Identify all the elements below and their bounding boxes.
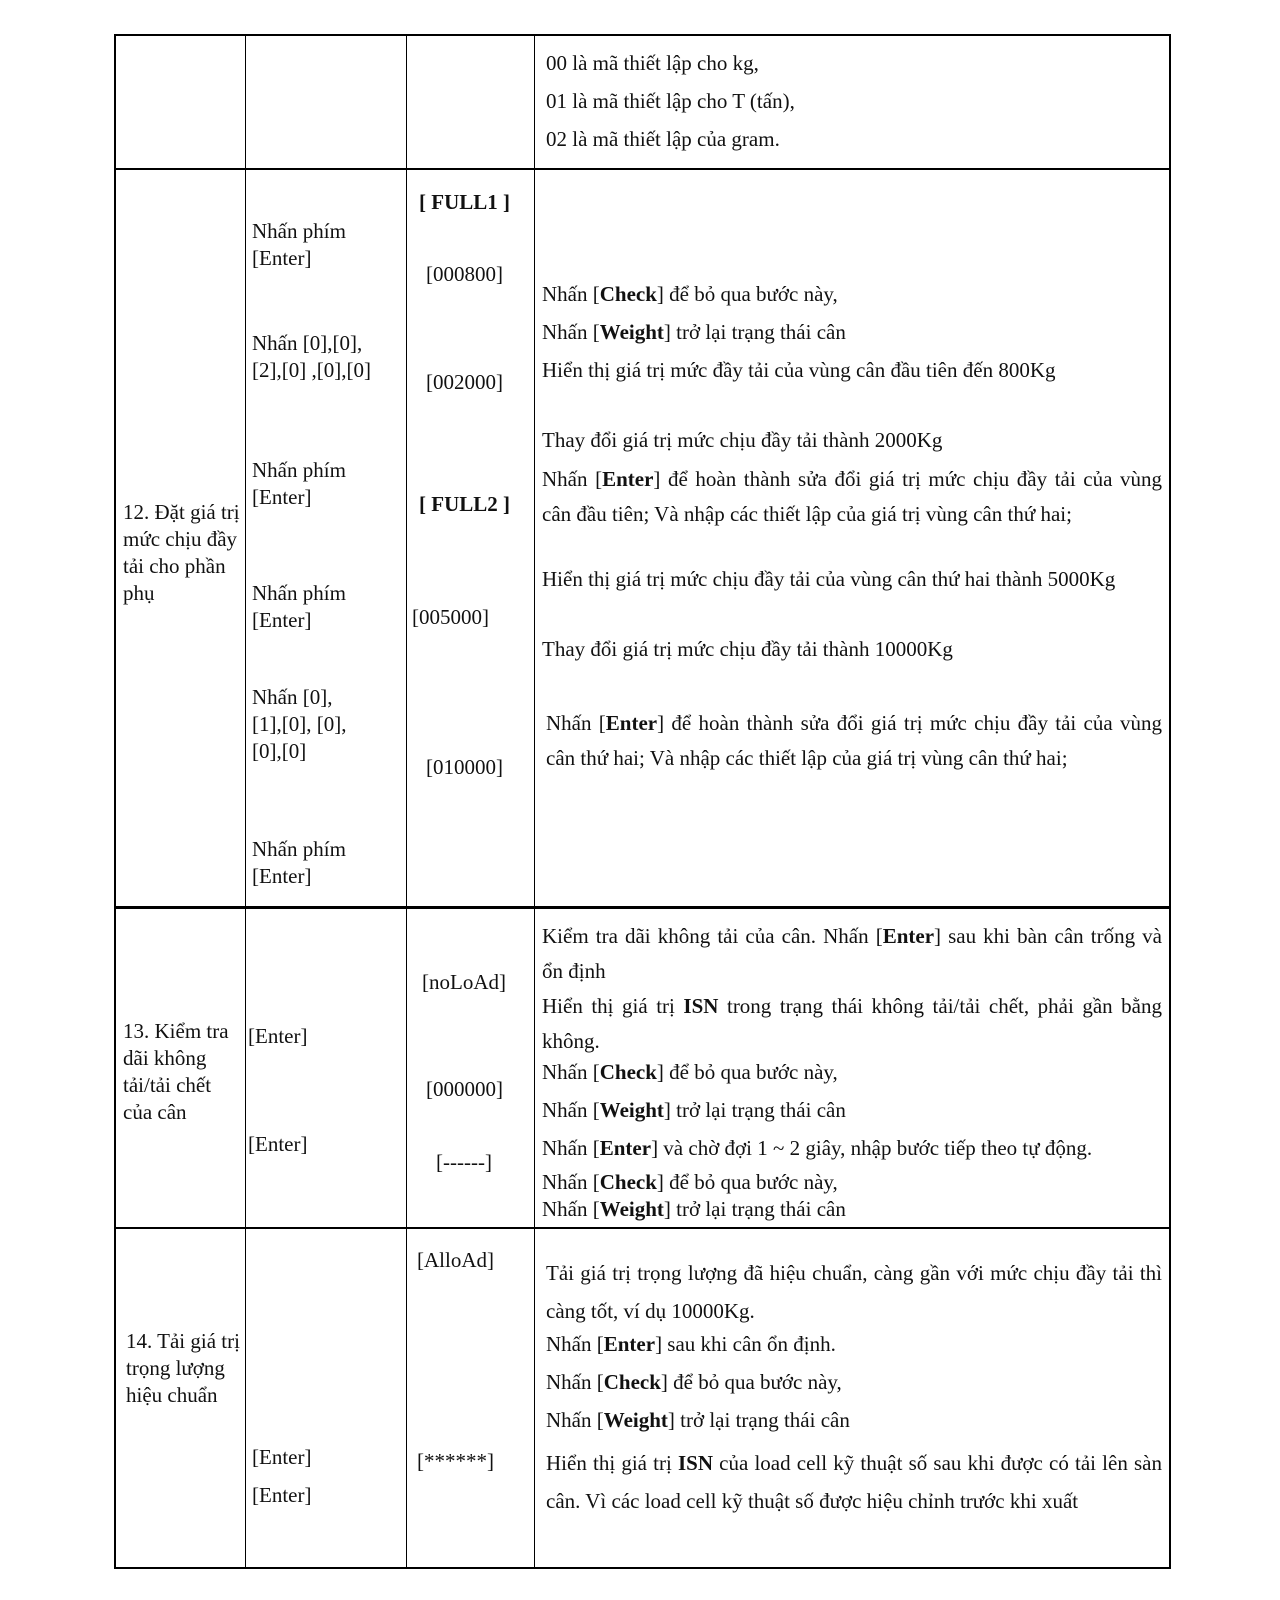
desc-line: Nhấn [Weight] trở lại trạng thái cân bbox=[546, 1408, 850, 1432]
desc-line: Nhấn [Check] để bỏ qua bước này, bbox=[542, 282, 838, 306]
action-text: [Enter] bbox=[248, 1024, 308, 1048]
desc-line: Nhấn [Check] để bỏ qua bước này, bbox=[542, 1170, 838, 1194]
action-text: Nhấn [0],[0],[2],[0] ,[0],[0] bbox=[252, 331, 371, 382]
action-text: Nhấn phím [Enter] bbox=[252, 837, 346, 888]
desc-paragraph: Hiển thị giá trị ISN của load cell kỹ thuật số sau khi được có tải lên sàn cân. Vì các load cell kỹ thuật số được hiệu chỉnh trước khi xuất bbox=[546, 1451, 1162, 1513]
desc-line: Thay đổi giá trị mức chịu đầy tải thành 2000Kg bbox=[542, 428, 943, 452]
desc-line: Nhấn [Check] để bỏ qua bước này, bbox=[542, 1060, 838, 1084]
desc-paragraph: Nhấn [Enter] để hoàn thành sửa đổi giá trị mức chịu đầy tải của vùng cân thứ hai; Và nhập các thiết lập của giá trị vùng cân thứ hai; bbox=[546, 711, 1162, 770]
desc-paragraph: Hiển thị giá trị ISN trong trạng thái không tải/tải chết, phải gần bằng không. bbox=[542, 994, 1162, 1053]
display-code: [000000] bbox=[426, 1077, 503, 1101]
column-divider bbox=[245, 36, 246, 1567]
desc-line: Hiển thị giá trị mức đầy tải của vùng cân đầu tiên đến 800Kg bbox=[542, 358, 1056, 382]
display-code: [000800] bbox=[426, 262, 503, 286]
display-code: [AlloAd] bbox=[417, 1248, 494, 1272]
step-label: 13. Kiểm tra dãi không tải/tải chết của cân bbox=[123, 1019, 229, 1124]
display-code: [------] bbox=[436, 1150, 492, 1174]
action-text: Nhấn phím [Enter] bbox=[252, 458, 346, 509]
unit-code-line: 01 là mã thiết lập cho T (tấn), bbox=[546, 89, 795, 113]
desc-paragraph: Kiểm tra dãi không tải của cân. Nhấn [Enter] sau khi bàn cân trống và ổn định bbox=[542, 924, 1162, 983]
desc-line: Nhấn [Weight] trở lại trạng thái cân bbox=[542, 1197, 846, 1221]
row-divider bbox=[116, 906, 1169, 909]
unit-code-line: 00 là mã thiết lập cho kg, bbox=[546, 51, 759, 75]
action-text: Nhấn phím [Enter] bbox=[252, 219, 346, 270]
desc-line: Nhấn [Enter] và chờ đợi 1 ~ 2 giây, nhập bước tiếp theo tự động. bbox=[542, 1136, 1093, 1160]
display-code: [010000] bbox=[426, 755, 503, 779]
desc-line: Hiển thị giá trị mức chịu đầy tải của vùng cân thứ hai thành 5000Kg bbox=[542, 567, 1116, 591]
desc-paragraph: Tải giá trị trọng lượng đã hiệu chuẩn, càng gần với mức chịu đầy tải thì càng tốt, ví dụ 10000Kg. bbox=[546, 1261, 1162, 1323]
settings-table bbox=[114, 34, 1171, 1569]
display-code: [005000] bbox=[412, 605, 489, 629]
display-code: [noLoAd] bbox=[422, 970, 506, 994]
display-code: [002000] bbox=[426, 370, 503, 394]
action-text: [Enter] bbox=[248, 1132, 308, 1156]
desc-line: Thay đổi giá trị mức chịu đầy tải thành 10000Kg bbox=[542, 637, 953, 661]
desc-line: Nhấn [Check] để bỏ qua bước này, bbox=[546, 1370, 842, 1394]
action-text: [Enter] bbox=[252, 1445, 312, 1469]
desc-line: Nhấn [Enter] sau khi cân ổn định. bbox=[546, 1332, 836, 1356]
unit-code-line: 02 là mã thiết lập của gram. bbox=[546, 127, 780, 151]
row-divider bbox=[116, 168, 1169, 170]
desc-line: Nhấn [Weight] trở lại trạng thái cân bbox=[542, 320, 846, 344]
display-code: [******] bbox=[417, 1449, 494, 1473]
desc-paragraph: Nhấn [Enter] để hoàn thành sửa đổi giá trị mức chịu đầy tải của vùng cân đầu tiên; Và nhập các thiết lập của giá trị vùng cân thứ hai; bbox=[542, 467, 1162, 526]
display-code: [ FULL1 ] bbox=[419, 190, 510, 214]
column-divider bbox=[406, 36, 407, 1567]
step-label: 12. Đặt giá trị mức chịu đầy tải cho phần phụ bbox=[123, 500, 240, 605]
desc-line: Nhấn [Weight] trở lại trạng thái cân bbox=[542, 1098, 846, 1122]
column-divider bbox=[534, 36, 535, 1567]
row-divider bbox=[116, 1227, 1169, 1229]
display-code: [ FULL2 ] bbox=[419, 492, 510, 516]
action-text: Nhấn phím [Enter] bbox=[252, 581, 346, 632]
action-text: Nhấn [0],[1],[0], [0],[0],[0] bbox=[252, 685, 347, 763]
step-label: 14. Tải giá trị trọng lượng hiệu chuẩn bbox=[126, 1329, 240, 1407]
action-text: [Enter] bbox=[252, 1483, 312, 1507]
